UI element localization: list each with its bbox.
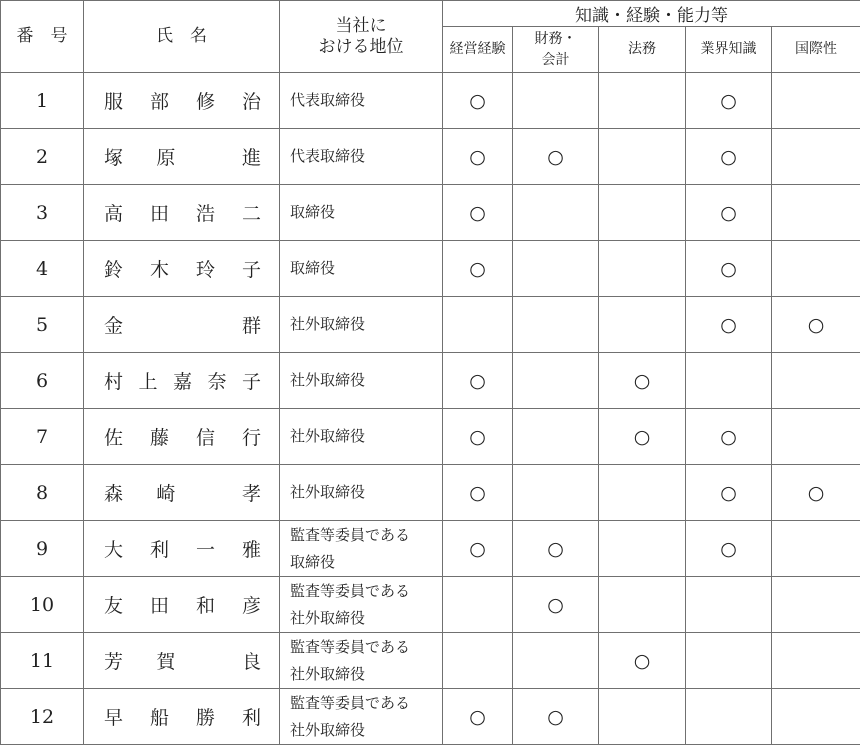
header-number: 番 号	[1, 1, 84, 73]
row-number: 9	[1, 521, 84, 577]
circle-mark-icon: ○	[807, 481, 825, 504]
row-number: 2	[1, 129, 84, 185]
skill-industry-cell	[686, 689, 772, 745]
circle-mark-icon: ○	[720, 145, 737, 168]
circle-mark-icon: ○	[807, 313, 825, 336]
table-row	[1, 73, 860, 129]
name-char: 修	[195, 91, 215, 113]
circle-mark-icon: ○	[720, 425, 737, 448]
skill-management-cell	[443, 465, 513, 521]
header-skill-international: 国際性	[772, 27, 860, 73]
name-char: 治	[241, 91, 261, 113]
circle-mark-icon: ○	[469, 537, 486, 560]
header-position-line1: 当社に	[335, 15, 387, 36]
name-char: 玲	[195, 259, 215, 281]
name-char: 彦	[241, 595, 261, 617]
name-char: 浩	[195, 203, 215, 225]
name-char: 早	[104, 707, 124, 729]
circle-mark-icon: ○	[469, 369, 486, 392]
skill-international-cell	[772, 577, 860, 633]
director-position	[280, 409, 443, 465]
director-name	[84, 633, 280, 689]
row-number: 12	[1, 689, 84, 745]
skill-management-cell	[443, 129, 513, 185]
name-char: 子	[241, 371, 261, 393]
header-skill-management: 経営経験	[443, 27, 513, 73]
circle-mark-icon: ○	[469, 425, 486, 448]
skill-legal-cell	[599, 297, 686, 353]
skill-legal-cell	[599, 73, 686, 129]
skill-finance-cell	[513, 577, 599, 633]
name-char: 友	[104, 595, 124, 617]
skill-international-cell	[772, 73, 860, 129]
name-char: 行	[241, 427, 261, 449]
skill-management-cell	[443, 353, 513, 409]
table-row	[1, 409, 860, 465]
row-number: 1	[1, 73, 84, 129]
skill-international-cell	[772, 409, 860, 465]
table-row	[1, 297, 860, 353]
skill-finance-cell	[513, 241, 599, 297]
director-name	[84, 73, 280, 129]
name-char: 金	[104, 315, 124, 337]
skill-international-cell	[772, 353, 860, 409]
name-char: 一	[195, 539, 215, 561]
table-row	[1, 129, 860, 185]
table-body	[1, 73, 860, 745]
circle-mark-icon: ○	[720, 257, 737, 280]
name-char: 嘉	[172, 371, 192, 393]
row-number: 11	[1, 633, 84, 689]
name-char: 森	[104, 483, 124, 505]
skill-legal-cell	[599, 129, 686, 185]
director-name	[84, 297, 280, 353]
skill-industry-cell	[686, 297, 772, 353]
name-char: 利	[149, 539, 169, 561]
name-char: 藤	[149, 427, 169, 449]
row-number: 8	[1, 465, 84, 521]
skill-finance-cell	[513, 185, 599, 241]
skill-legal-cell	[599, 465, 686, 521]
position-line: 社外取締役	[290, 315, 366, 333]
position-line: 社外取締役	[290, 664, 366, 683]
circle-mark-icon: ○	[469, 89, 486, 112]
name-char: 塚	[104, 147, 124, 169]
header-name: 氏 名	[84, 1, 280, 73]
director-name	[84, 577, 280, 633]
skill-management-cell	[443, 409, 513, 465]
circle-mark-icon: ○	[547, 145, 564, 168]
skill-legal-cell	[599, 241, 686, 297]
name-char: 芳	[104, 651, 124, 673]
name-char: 田	[149, 595, 169, 617]
skill-legal-cell	[599, 689, 686, 745]
circle-mark-icon: ○	[469, 145, 486, 168]
table-row	[1, 241, 860, 297]
name-char: 村	[104, 371, 124, 393]
circle-mark-icon: ○	[469, 481, 486, 504]
skill-industry-cell	[686, 633, 772, 689]
director-position	[280, 185, 443, 241]
position-line: 監査等委員である	[290, 693, 411, 712]
row-number: 10	[1, 577, 84, 633]
skill-finance-cell	[513, 465, 599, 521]
name-char: 高	[104, 203, 124, 225]
header-position	[280, 1, 443, 73]
name-char: 信	[195, 427, 215, 449]
skill-international-cell	[772, 241, 860, 297]
position-line: 取締役	[290, 552, 336, 571]
skill-management-cell	[443, 577, 513, 633]
director-name	[84, 129, 280, 185]
director-name	[84, 409, 280, 465]
position-line: 監査等委員である	[290, 581, 411, 600]
name-char: 大	[104, 539, 124, 561]
circle-mark-icon: ○	[633, 425, 651, 448]
name-char: 田	[149, 203, 169, 225]
skill-international-cell	[772, 633, 860, 689]
director-name	[84, 353, 280, 409]
skill-management-cell	[443, 297, 513, 353]
director-position	[280, 297, 443, 353]
skill-international-cell	[772, 129, 860, 185]
position-line: 社外取締役	[290, 483, 366, 501]
skill-industry-cell	[686, 465, 772, 521]
name-char: 原	[156, 147, 176, 169]
table-row	[1, 521, 860, 577]
name-char: 奈	[207, 371, 227, 393]
skill-finance-cell	[513, 409, 599, 465]
skill-legal-cell	[599, 577, 686, 633]
header-skill-legal: 法務	[599, 27, 686, 73]
row-number: 4	[1, 241, 84, 297]
skill-finance-cell	[513, 353, 599, 409]
name-char: 木	[149, 259, 169, 281]
director-position	[280, 689, 443, 745]
skill-management-cell	[443, 185, 513, 241]
name-char: 崎	[156, 483, 176, 505]
position-line: 社外取締役	[290, 427, 366, 445]
header-skill-finance	[513, 27, 599, 73]
table-row	[1, 633, 860, 689]
header-skill-finance-line2: 会計	[541, 51, 570, 68]
skill-industry-cell	[686, 353, 772, 409]
director-position	[280, 353, 443, 409]
table-row	[1, 185, 860, 241]
skill-management-cell	[443, 521, 513, 577]
position-line: 社外取締役	[290, 608, 366, 627]
name-char: 子	[241, 259, 261, 281]
table-row	[1, 689, 860, 745]
name-char: 部	[149, 91, 169, 113]
name-char: 上	[138, 371, 158, 393]
circle-mark-icon: ○	[720, 537, 737, 560]
director-name	[84, 241, 280, 297]
header-skills-group: 知識・経験・能力等	[443, 1, 860, 27]
position-line: 監査等委員である	[290, 525, 411, 544]
skill-finance-cell	[513, 297, 599, 353]
circle-mark-icon: ○	[469, 201, 486, 224]
position-line: 代表取締役	[290, 91, 366, 109]
header-skill-finance-line1: 財務・	[534, 30, 577, 47]
name-char: 孝	[241, 483, 261, 505]
name-char: 群	[241, 315, 261, 337]
skill-international-cell	[772, 297, 860, 353]
circle-mark-icon: ○	[633, 649, 651, 672]
director-position	[280, 129, 443, 185]
skill-international-cell	[772, 521, 860, 577]
position-line: 取締役	[290, 259, 336, 277]
skill-industry-cell	[686, 129, 772, 185]
director-name	[84, 689, 280, 745]
skill-legal-cell	[599, 353, 686, 409]
name-char: 雅	[241, 539, 261, 561]
name-char: 二	[241, 203, 261, 225]
position-line: 社外取締役	[290, 720, 366, 739]
skill-industry-cell	[686, 241, 772, 297]
table-row	[1, 465, 860, 521]
skill-management-cell	[443, 241, 513, 297]
director-name	[84, 185, 280, 241]
skill-finance-cell	[513, 521, 599, 577]
name-char: 利	[241, 707, 261, 729]
row-number: 3	[1, 185, 84, 241]
name-char: 鈴	[104, 259, 124, 281]
skill-legal-cell	[599, 521, 686, 577]
skill-finance-cell	[513, 73, 599, 129]
director-position	[280, 633, 443, 689]
circle-mark-icon: ○	[469, 257, 486, 280]
skill-management-cell	[443, 73, 513, 129]
director-name	[84, 521, 280, 577]
skill-international-cell	[772, 185, 860, 241]
row-number: 7	[1, 409, 84, 465]
circle-mark-icon: ○	[720, 89, 737, 112]
row-number: 6	[1, 353, 84, 409]
skill-management-cell	[443, 633, 513, 689]
director-position	[280, 521, 443, 577]
position-line: 取締役	[290, 203, 336, 221]
skill-industry-cell	[686, 577, 772, 633]
skill-finance-cell	[513, 129, 599, 185]
skill-industry-cell	[686, 185, 772, 241]
header-skill-industry: 業界知識	[686, 27, 772, 73]
skill-legal-cell	[599, 633, 686, 689]
circle-mark-icon: ○	[547, 593, 564, 616]
skill-finance-cell	[513, 689, 599, 745]
director-name	[84, 465, 280, 521]
skill-industry-cell	[686, 73, 772, 129]
director-position	[280, 241, 443, 297]
skill-international-cell	[772, 465, 860, 521]
director-position	[280, 73, 443, 129]
name-char: 佐	[104, 427, 124, 449]
skill-legal-cell	[599, 185, 686, 241]
name-char: 船	[149, 707, 169, 729]
header-position-line2: おける地位	[318, 36, 404, 57]
name-char: 勝	[195, 707, 215, 729]
name-char: 良	[241, 651, 261, 673]
circle-mark-icon: ○	[720, 481, 737, 504]
table-row	[1, 577, 860, 633]
name-char: 服	[104, 91, 124, 113]
position-line: 社外取締役	[290, 371, 366, 389]
name-char: 進	[241, 147, 261, 169]
director-position	[280, 465, 443, 521]
circle-mark-icon: ○	[633, 369, 651, 392]
table-row	[1, 353, 860, 409]
name-char: 和	[195, 595, 215, 617]
position-line: 代表取締役	[290, 147, 366, 165]
skill-industry-cell	[686, 409, 772, 465]
skill-finance-cell	[513, 633, 599, 689]
skill-international-cell	[772, 689, 860, 745]
row-number: 5	[1, 297, 84, 353]
circle-mark-icon: ○	[547, 537, 564, 560]
circle-mark-icon: ○	[547, 705, 564, 728]
director-position	[280, 577, 443, 633]
skill-legal-cell	[599, 409, 686, 465]
skill-industry-cell	[686, 521, 772, 577]
name-char: 賀	[156, 651, 176, 673]
circle-mark-icon: ○	[469, 705, 486, 728]
skill-management-cell	[443, 689, 513, 745]
circle-mark-icon: ○	[720, 201, 737, 224]
position-line: 監査等委員である	[290, 637, 411, 656]
circle-mark-icon: ○	[720, 313, 737, 336]
